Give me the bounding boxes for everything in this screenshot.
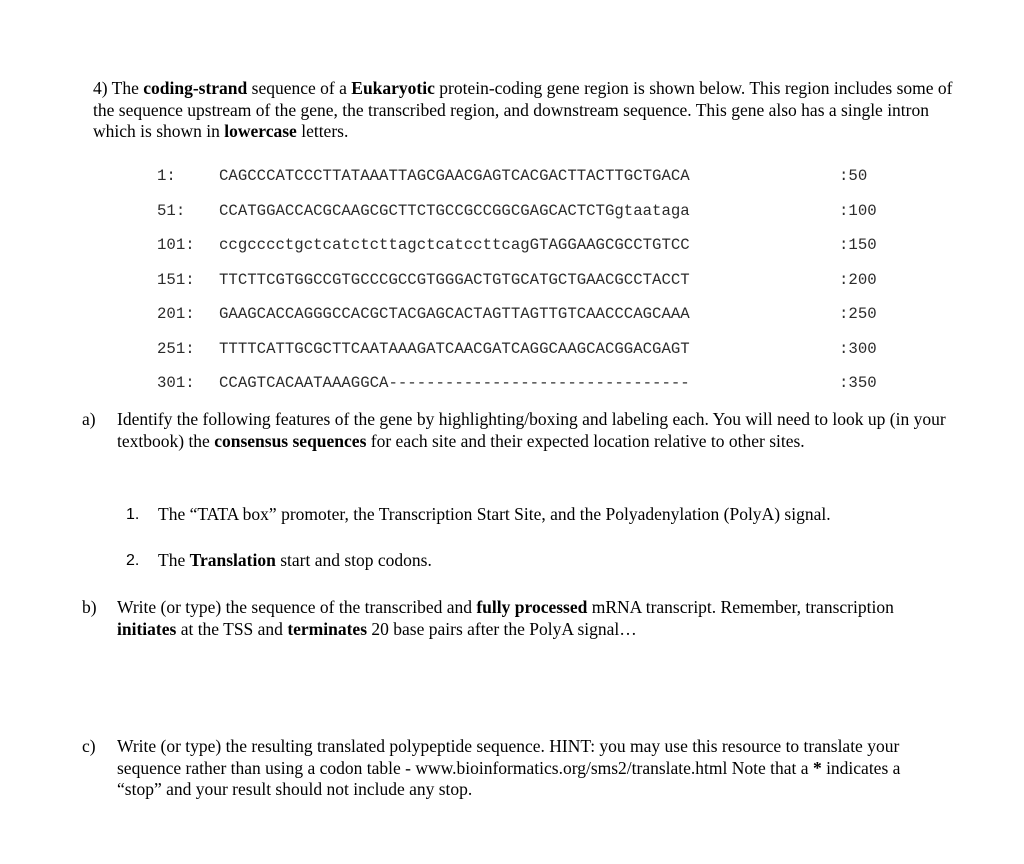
terminates-term: terminates bbox=[287, 618, 368, 639]
sequence-row bbox=[157, 270, 877, 306]
stop-asterisk: * bbox=[812, 757, 822, 778]
row-start-index: 251: bbox=[157, 339, 195, 358]
row-end-index: :250 bbox=[839, 305, 877, 323]
row-end-index: :150 bbox=[839, 236, 877, 254]
row-start-index: 101: bbox=[157, 236, 195, 254]
row-end-index: :100 bbox=[839, 201, 877, 220]
row-start-index: 1: bbox=[157, 167, 176, 185]
part-b-label: b) bbox=[82, 597, 97, 617]
eukaryotic-term: Eukaryotic bbox=[351, 78, 435, 98]
part-a-text: Identify the following features of the gene by highlighting/boxing and labeling each. You will need to look up (in your textbook) the consensus sequences for each site and their expected location relative to other sites. bbox=[117, 409, 946, 451]
part-a-label: a) bbox=[82, 409, 96, 429]
row-sequence: GAAGCACCAGGGCCACGCTACGAGCACTAGTTAGTTGTCAACCCAGCAAA bbox=[219, 305, 690, 323]
sequence-block bbox=[157, 167, 877, 409]
question-number: 4) bbox=[93, 78, 108, 98]
sequence-row bbox=[157, 305, 877, 340]
translation-term: Translation bbox=[189, 550, 276, 570]
row-end-index: :300 bbox=[839, 339, 877, 358]
part-b-text: Write (or type) the sequence of the transcribed and fully processed mRNA transcript. Remember, transcription initiates at the TSS and terminates 20 base pairs after the PolyA signal… bbox=[117, 597, 894, 639]
row-start-index: 301: bbox=[157, 374, 195, 392]
sequence-row bbox=[157, 374, 877, 409]
row-sequence: CCATGGACCACGCAAGCGCTTCTGCCGCCGGCGAGCACTCTGgtaataga bbox=[219, 201, 690, 220]
item-number: 1. bbox=[126, 506, 140, 523]
item-text: The “TATA box” promoter, the Transcription Start Site, and the Polyadenylation (PolyA) signal. bbox=[158, 504, 831, 524]
row-sequence: CAGCCCATCCCTTATAAATTAGCGAACGAGTCACGACTTACTTGCTGACA bbox=[219, 167, 690, 185]
sequence-row bbox=[157, 201, 877, 237]
row-sequence: TTTTCATTGCGCTTCAATAAAGATCAACGATCAGGCAAGCACGGACGAGT bbox=[219, 339, 690, 358]
initiates-term: initiates bbox=[117, 618, 177, 639]
part-c-text: Write (or type) the resulting translated polypeptide sequence. HINT: you may use this resource to translate your sequence rather than using a codon table - www.bioinformatics.org/sms2/translate.html Note that a * indicates a “stop” and your result should not include any stop. bbox=[117, 736, 901, 799]
row-end-index: :350 bbox=[839, 374, 877, 392]
sequence-row bbox=[157, 236, 877, 271]
row-end-index: :200 bbox=[839, 270, 877, 289]
lowercase-term: lowercase bbox=[224, 121, 297, 141]
consensus-sequences-term: consensus sequences bbox=[214, 430, 367, 451]
fully-processed-term: fully processed bbox=[476, 597, 588, 617]
item-text: The Translation start and stop codons. bbox=[158, 550, 432, 570]
row-start-index: 151: bbox=[157, 270, 195, 289]
row-end-index: :50 bbox=[839, 167, 868, 185]
sequence-row bbox=[157, 167, 868, 202]
row-sequence: CCAGTCACAATAAAGGCA-------------------------------- bbox=[219, 374, 690, 392]
coding-strand-term: coding-strand bbox=[143, 78, 248, 98]
sequence-row bbox=[157, 339, 877, 375]
part-c-label: c) bbox=[82, 736, 96, 756]
question-intro: 4) The coding-strand sequence of a Eukaryotic protein-coding gene region is shown below. This region includes some of the sequence upstream of the gene, the transcribed region, and downstream sequence. This gene also has a single intron which is shown in lowercase letters. bbox=[93, 78, 953, 141]
row-start-index: 51: bbox=[157, 201, 186, 220]
item-number: 2. bbox=[126, 552, 140, 569]
row-sequence: ccgcccctgctcatctcttagctcatccttcagGTAGGAAGCGCCTGTCC bbox=[219, 236, 690, 254]
row-sequence: TTCTTCGTGGCCGTGCCCGCCGTGGGACTGTGCATGCTGAACGCCTACCT bbox=[219, 270, 690, 289]
row-start-index: 201: bbox=[157, 305, 195, 323]
